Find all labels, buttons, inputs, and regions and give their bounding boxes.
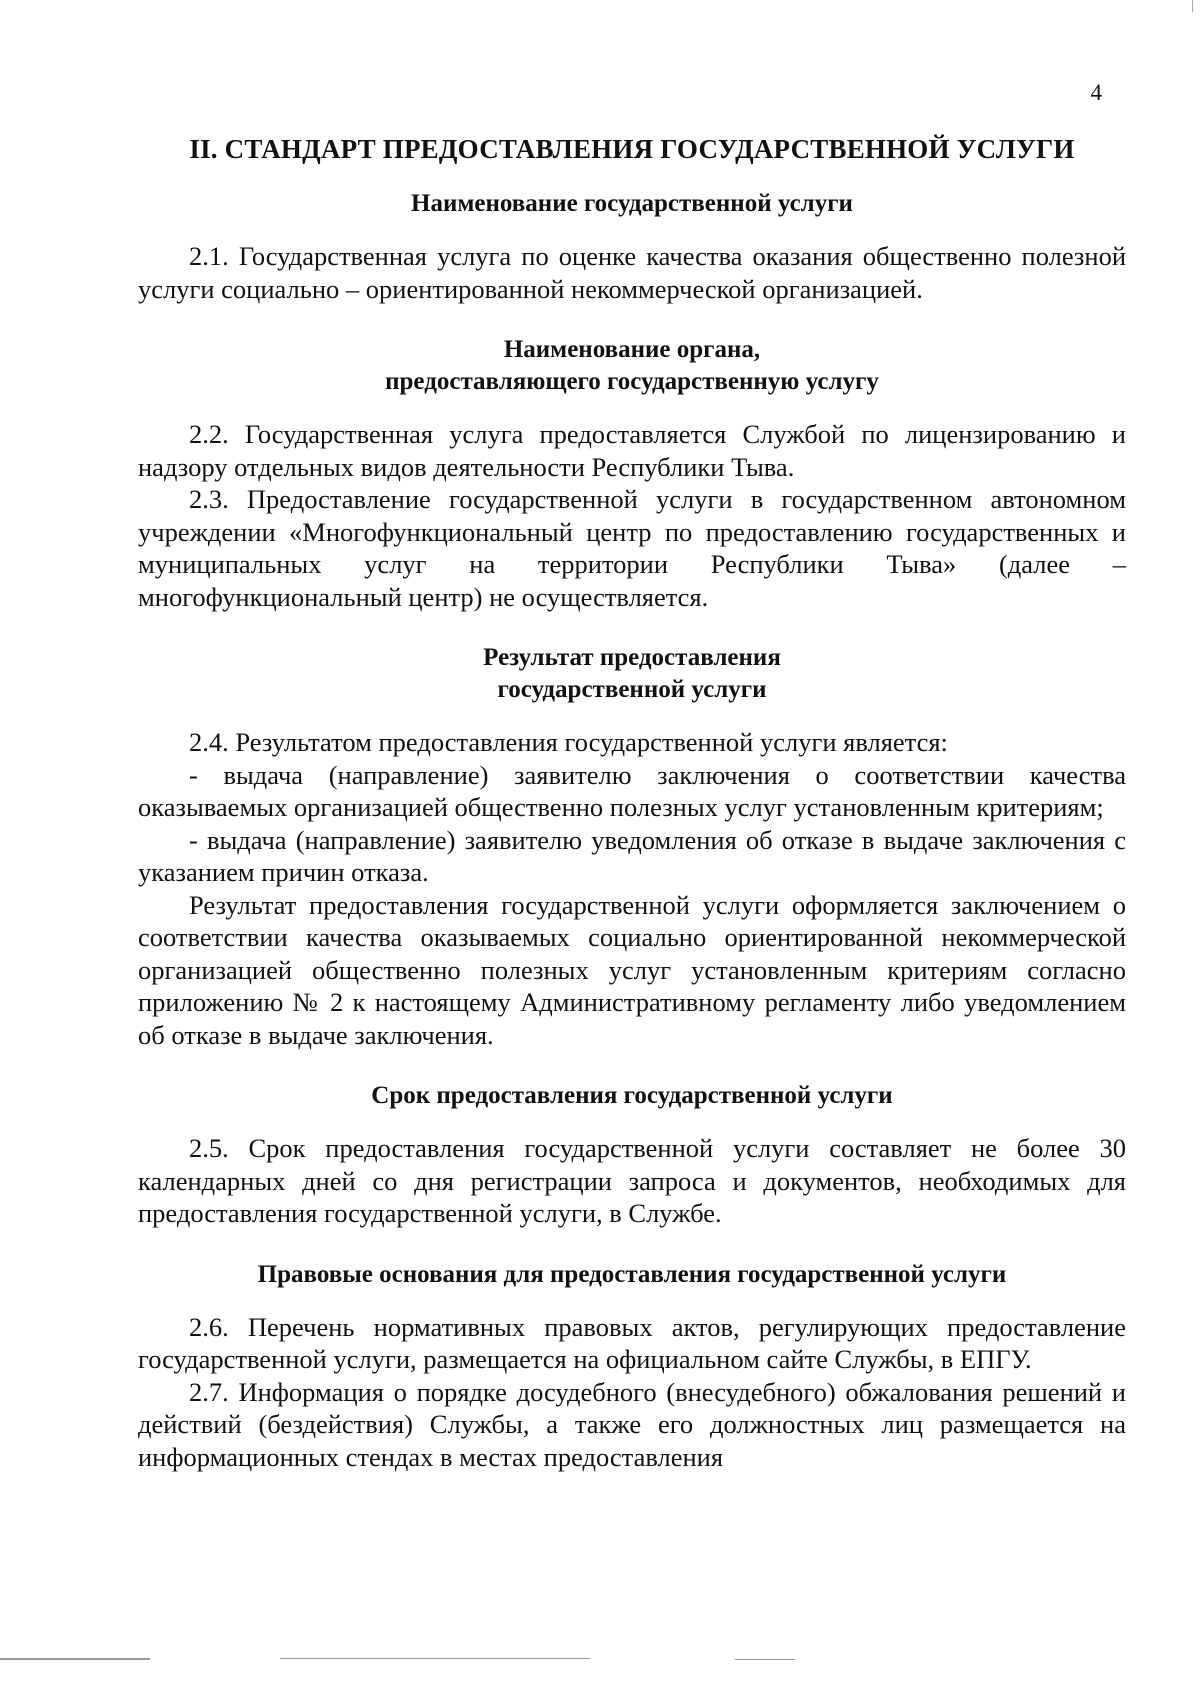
paragraph-2-6: 2.6. Перечень нормативных правовых актов, регулирующих предоставление государственной услуги, размещается на официальном сайте Службы, в ЕПГУ.: [138, 1311, 1126, 1374]
chapter-title: II. СТАНДАРТ ПРЕДОСТАВЛЕНИЯ ГОСУДАРСТВЕННОЙ УСЛУГИ: [189, 134, 1075, 164]
section-term: [138, 1080, 1126, 1230]
scan-artifact-line: [280, 1658, 590, 1659]
paragraph-2-3: 2.3. Предоставление государственной услуги в государственном автономном учреждении «Многофункциональный центр по предоставлению государственных и муниципальных услуг на территории Республики Тыва» (далее – многофункциональный центр) не осуществляется.: [138, 484, 1126, 612]
scan-artifact-tick: [1192, 0, 1193, 12]
paragraph-2-1: 2.1. Государственная услуга по оценке качества оказания общественно полезной услуги социально – ориентированной некоммерческой организацией.: [138, 241, 1126, 304]
page-number: 4: [1090, 80, 1102, 105]
paragraph-2-5: 2.5. Срок предоставления государственной услуги составляет не более 30 календарных дней со дня регистрации запроса и документов, необходимых для предоставления государственной услуги, в Службе.: [138, 1133, 1126, 1228]
section-heading: [138, 1259, 1126, 1291]
section-heading: [138, 642, 1126, 706]
section-heading-line: Наименование государственной услуги: [411, 190, 853, 217]
section-authority-name: [138, 334, 1126, 613]
section-heading-line: Правовые основания для предоставления государственной услуги: [257, 1260, 1007, 1288]
section-heading-line: государственной услуги: [497, 676, 767, 703]
section-result: [138, 642, 1126, 1051]
paragraph-result-form: Результат предоставления государственной услуги оформляется заключением о соответствии качества оказываемых социально ориентированной некоммерческой организацией общественно полезных услуг установленным критериям согласно приложению № 2 к настоящему Административному регламенту либо уведомлением об отказе в выдаче заключения.: [138, 889, 1126, 1050]
section-legal-basis: [138, 1259, 1126, 1474]
paragraph-2-2: 2.2. Государственная услуга предоставляется Службой по лицензированию и надзору отдельных видов деятельности Республики Тыва.: [138, 419, 1126, 482]
section-heading: [138, 188, 1126, 220]
scan-artifact-line: [735, 1659, 795, 1660]
section-heading-line: предоставляющего государственную услугу: [385, 368, 879, 395]
section-heading-line: Срок предоставления государственной услуги: [371, 1082, 893, 1109]
section-service-name: [138, 188, 1126, 305]
section-heading-line: Наименование органа,: [503, 336, 761, 363]
section-heading-line: Результат предоставления: [483, 644, 781, 671]
list-item-refusal: - выдача (направление) заявителю уведомления об отказе в выдаче заключения с указанием причин отказа.: [138, 824, 1126, 887]
scan-artifact-line: [0, 1658, 150, 1660]
paragraph-2-7: 2.7. Информация о порядке досудебного (внесудебного) обжалования решений и действий (бездействия) Службы, а также его должностных лиц размещается на информационных стендах в местах предоставления: [138, 1376, 1126, 1472]
section-heading: [138, 334, 1126, 398]
document-body: [138, 132, 1126, 1502]
paragraph-2-4: 2.4. Результатом предоставления государственной услуги является:: [189, 727, 948, 757]
list-item-conclusion: - выдача (направление) заявителю заключения о соответствии качества оказываемых организацией общественно полезных услуг установленным критериям;: [138, 759, 1126, 822]
section-heading: [138, 1080, 1126, 1112]
